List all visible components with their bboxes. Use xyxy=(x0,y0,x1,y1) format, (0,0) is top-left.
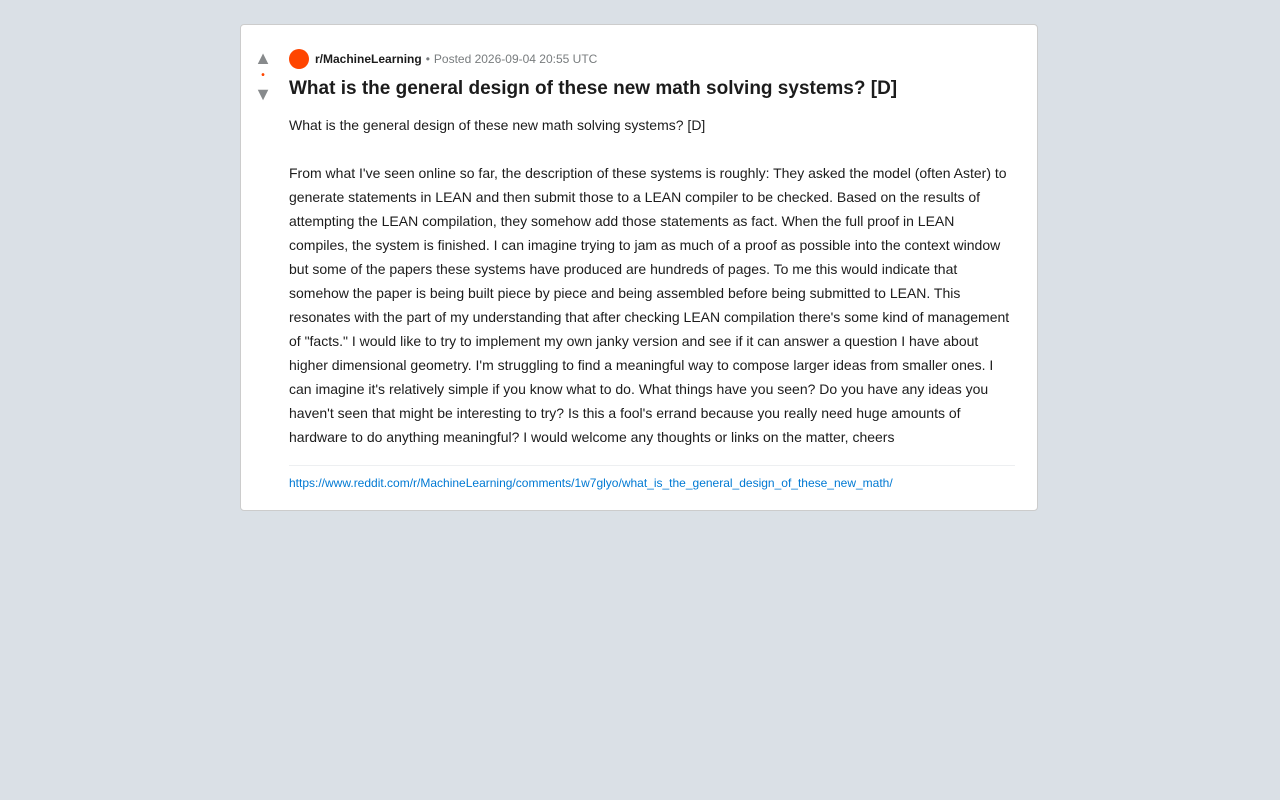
vote-column xyxy=(241,49,285,103)
subreddit-link[interactable]: r/MachineLearning xyxy=(315,52,422,66)
meta-separator: • xyxy=(425,52,430,66)
post-meta xyxy=(289,49,1015,69)
post-timestamp: Posted 2026-09-04 20:55 UTC xyxy=(433,52,598,66)
post-body-main: From what I've seen online so far, the description of these systems is roughly: They asked the model (often Aster) to generate statements in LEAN and then submit those to a LEAN compiler to be checked. Based on the results of attempting the LEAN compilation, they somehow add those statements as fact. When the full proof in LEAN compiles, the system is finished. I can imagine trying to jam as much of a proof as possible into the context window but some of the papers these systems have produced are hundreds of pages. To me this would indicate that somehow the paper is being built piece by piece and being assembled before being submitted to LEAN. This resonates with the part of my understanding that after checking LEAN compilation there's some kind of management of "facts." I would like to try to implement my own janky version and see if it can answer a question I have about higher dimensional geometry. I'm struggling to find a meaningful way to compose larger ideas from smaller ones. I can imagine it's relatively simple if you know what to do. What things have you seen? Do you have any ideas you haven't seen that might be interesting to try? Is this a fool's errand because you really need huge amounts of hardware to do anything meaningful? I would welcome any thoughts or links on the matter, cheers xyxy=(289,165,1010,445)
upvote-icon[interactable]: ▲ xyxy=(254,48,272,68)
post-body-lead: What is the general design of these new math solving systems? [D] xyxy=(289,117,706,133)
downvote-icon[interactable]: ▼ xyxy=(254,84,272,104)
post-title[interactable]: What is the general design of these new math solving systems? [D] xyxy=(289,78,898,99)
post-card xyxy=(240,24,1038,511)
vote-score: • xyxy=(261,70,265,81)
post-body xyxy=(289,113,1015,449)
permalink-link[interactable]: https://www.reddit.com/r/MachineLearning/comments/1w7glyo/what_is_the_general_design_of_these_new_math/ xyxy=(289,476,893,490)
permalink-row xyxy=(289,474,1015,492)
divider xyxy=(289,465,1015,466)
post-content xyxy=(289,49,1015,492)
subreddit-avatar-icon[interactable] xyxy=(289,49,309,69)
